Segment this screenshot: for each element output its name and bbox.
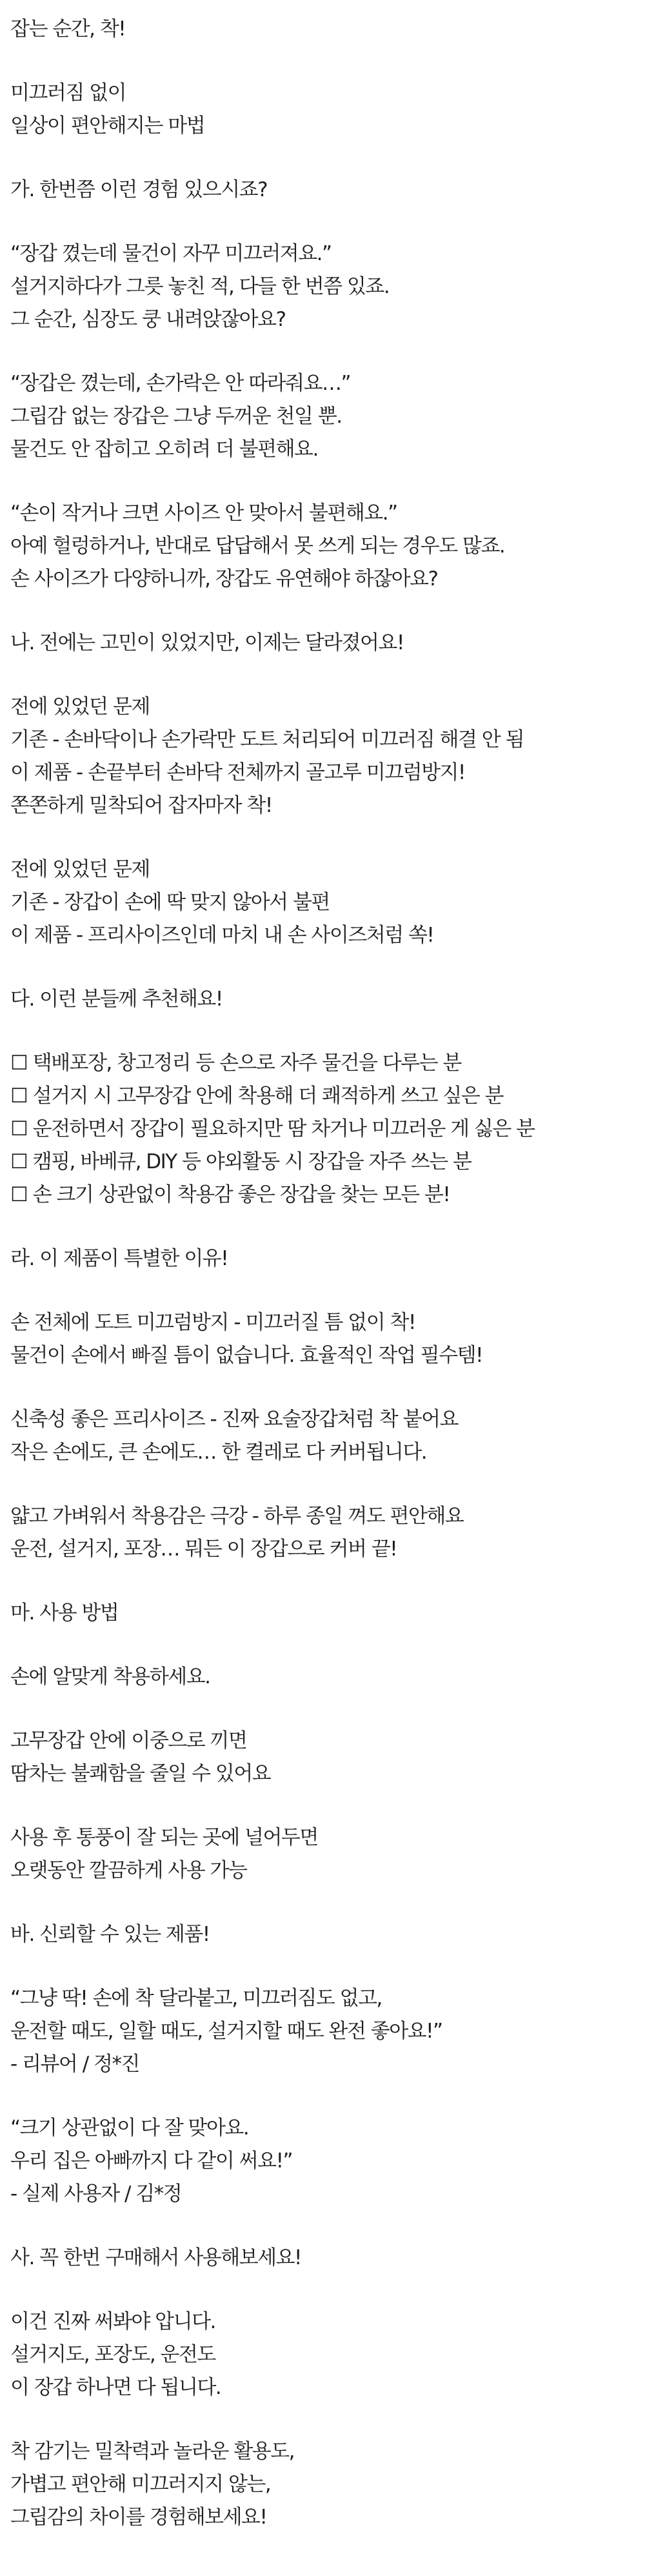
- text-line: ☐ 운전하면서 장갑이 필요하지만 땀 차거나 미끄러운 게 싫은 분: [10, 1117, 535, 1141]
- text-line: “장갑은 꼈는데, 손가락은 안 따라줘요…”: [10, 372, 351, 395]
- text-line: 물건도 안 잡히고 오히려 더 불편해요.: [10, 438, 318, 461]
- text-paragraph: [10, 2112, 645, 2211]
- text-paragraph: [10, 2306, 645, 2404]
- text-paragraph: [10, 2435, 645, 2534]
- text-paragraph: [10, 367, 645, 466]
- text-paragraph: [10, 1242, 645, 1275]
- text-line: 바. 신뢰할 수 있는 제품!: [10, 1923, 210, 1946]
- text-line: 아예 헐렁하거나, 반대로 답답해서 못 쓰게 되는 경우도 많죠.: [10, 534, 505, 558]
- text-line: 가볍고 편안해 미끄러지지 않는,: [10, 2473, 271, 2496]
- text-line: 다. 이런 분들께 추천해요!: [10, 988, 223, 1011]
- text-line: “손이 작거나 크면 사이즈 안 맞아서 불편해요.”: [10, 502, 397, 525]
- text-line: 운전, 설거지, 포장… 뭐든 이 장갑으로 커버 끝!: [10, 1537, 397, 1561]
- text-paragraph: [10, 1597, 645, 1630]
- text-paragraph: [10, 1047, 645, 1212]
- text-line: 일상이 편안해지는 마법: [10, 114, 205, 137]
- text-line: 운전할 때도, 일할 때도, 설거지할 때도 완전 좋아요!”: [10, 2020, 442, 2043]
- text-paragraph: [10, 238, 645, 336]
- text-line: 설거지도, 포장도, 운전도: [10, 2343, 215, 2366]
- text-line: 이 제품 - 프리사이즈인데 마치 내 손 사이즈처럼 쏙!: [10, 924, 434, 947]
- text-line: “그냥 딱! 손에 착 달라붙고, 미끄러짐도 없고,: [10, 1987, 382, 2010]
- text-line: 잡는 순간, 착!: [10, 17, 126, 41]
- text-line: - 실제 사용자 / 김*정: [10, 2182, 182, 2206]
- text-line: 작은 손에도, 큰 손에도… 한 켤레로 다 커버됩니다.: [10, 1441, 427, 1464]
- text-paragraph: [10, 1403, 645, 1469]
- text-paragraph: [10, 77, 645, 143]
- text-line: 사용 후 통풍이 잘 되는 곳에 널어두면: [10, 1826, 318, 1849]
- text-line: 마. 사용 방법: [10, 1601, 119, 1625]
- text-line: 물건이 손에서 빠질 틈이 없습니다. 효율적인 작업 필수템!: [10, 1344, 483, 1367]
- text-paragraph: [10, 1500, 645, 1566]
- text-paragraph: [10, 1725, 645, 1790]
- text-paragraph: [10, 1306, 645, 1372]
- text-line: 나. 전에는 고민이 있었지만, 이제는 달라졌어요!: [10, 631, 404, 654]
- text-line: ☐ 택배포장, 창고정리 등 손으로 자주 물건을 다루는 분: [10, 1051, 461, 1075]
- text-line: 미끄러짐 없이: [10, 81, 126, 105]
- text-line: 이 장갑 하나면 다 됩니다.: [10, 2376, 221, 2399]
- document-content: [10, 13, 645, 2534]
- text-line: 착 감기는 밀착력과 놀라운 활용도,: [10, 2440, 295, 2463]
- text-line: ☐ 손 크기 상관없이 착용감 좋은 장갑을 찾는 모든 분!: [10, 1183, 450, 1206]
- text-line: 설거지하다가 그릇 놓친 적, 다들 한 번쯤 있죠.: [10, 275, 390, 298]
- text-line: 전에 있었던 문제: [10, 695, 150, 718]
- text-paragraph: [10, 2242, 645, 2275]
- text-line: 쫀쫀하게 밀착되어 잡자마자 착!: [10, 794, 272, 817]
- text-line: 손 사이즈가 다양하니까, 장갑도 유연해야 하잖아요?: [10, 567, 438, 591]
- text-line: “크기 상관없이 다 잘 맞아요.: [10, 2116, 249, 2140]
- text-line: 전에 있었던 문제: [10, 858, 150, 881]
- text-line: 얇고 가벼워서 착용감은 극강 - 하루 종일 껴도 편안해요: [10, 1505, 464, 1528]
- text-line: 기존 - 손바닥이나 손가락만 도트 처리되어 미끄러짐 해결 안 됨: [10, 728, 524, 751]
- text-paragraph: [10, 1821, 645, 1887]
- text-paragraph: [10, 1982, 645, 2081]
- text-line: “장갑 꼈는데 물건이 자꾸 미끄러져요.”: [10, 242, 332, 265]
- text-line: ☐ 설거지 시 고무장갑 안에 착용해 더 쾌적하게 쓰고 싶은 분: [10, 1084, 504, 1108]
- text-line: 이건 진짜 써봐야 압니다.: [10, 2310, 215, 2333]
- text-paragraph: [10, 983, 645, 1016]
- text-paragraph: [10, 691, 645, 822]
- text-line: 손 전체에 도트 미끄럼방지 - 미끄러질 틈 없이 착!: [10, 1311, 415, 1334]
- text-line: 가. 한번쯤 이런 경험 있으시죠?: [10, 178, 268, 201]
- text-paragraph: [10, 174, 645, 207]
- text-line: ☐ 캠핑, 바베큐, DIY 등 야외활동 시 장갑을 자주 쓰는 분: [10, 1150, 471, 1173]
- text-paragraph: [10, 627, 645, 660]
- text-line: - 리뷰어 / 정*진: [10, 2053, 139, 2076]
- text-line: 우리 집은 아빠까지 다 같이 써요!”: [10, 2149, 293, 2173]
- text-paragraph: [10, 13, 645, 46]
- text-line: 라. 이 제품이 특별한 이유!: [10, 1247, 228, 1270]
- text-line: 고무장갑 안에 이중으로 끼면: [10, 1729, 247, 1752]
- text-paragraph: [10, 853, 645, 952]
- text-line: 그립감 없는 장갑은 그냥 두꺼운 천일 뿐.: [10, 405, 342, 428]
- text-line: 오랫동안 깔끔하게 사용 가능: [10, 1859, 247, 1882]
- text-line: 그립감의 차이를 경험해보세요!: [10, 2506, 267, 2529]
- text-line: 신축성 좋은 프리사이즈 - 진짜 요술장갑처럼 착 붙어요: [10, 1408, 458, 1431]
- text-paragraph: [10, 497, 645, 596]
- text-line: 사. 꼭 한번 구매해서 사용해보세요!: [10, 2246, 301, 2269]
- text-line: 그 순간, 심장도 쿵 내려앉잖아요?: [10, 308, 286, 331]
- text-line: 손에 알맞게 착용하세요.: [10, 1665, 210, 1689]
- text-line: 땀차는 불쾌함을 줄일 수 있어요: [10, 1762, 271, 1785]
- text-line: 이 제품 - 손끝부터 손바닥 전체까지 골고루 미끄럼방지!: [10, 761, 465, 784]
- text-paragraph: [10, 1661, 645, 1694]
- text-line: 기존 - 장갑이 손에 딱 맞지 않아서 불편: [10, 891, 330, 914]
- text-paragraph: [10, 1918, 645, 1951]
